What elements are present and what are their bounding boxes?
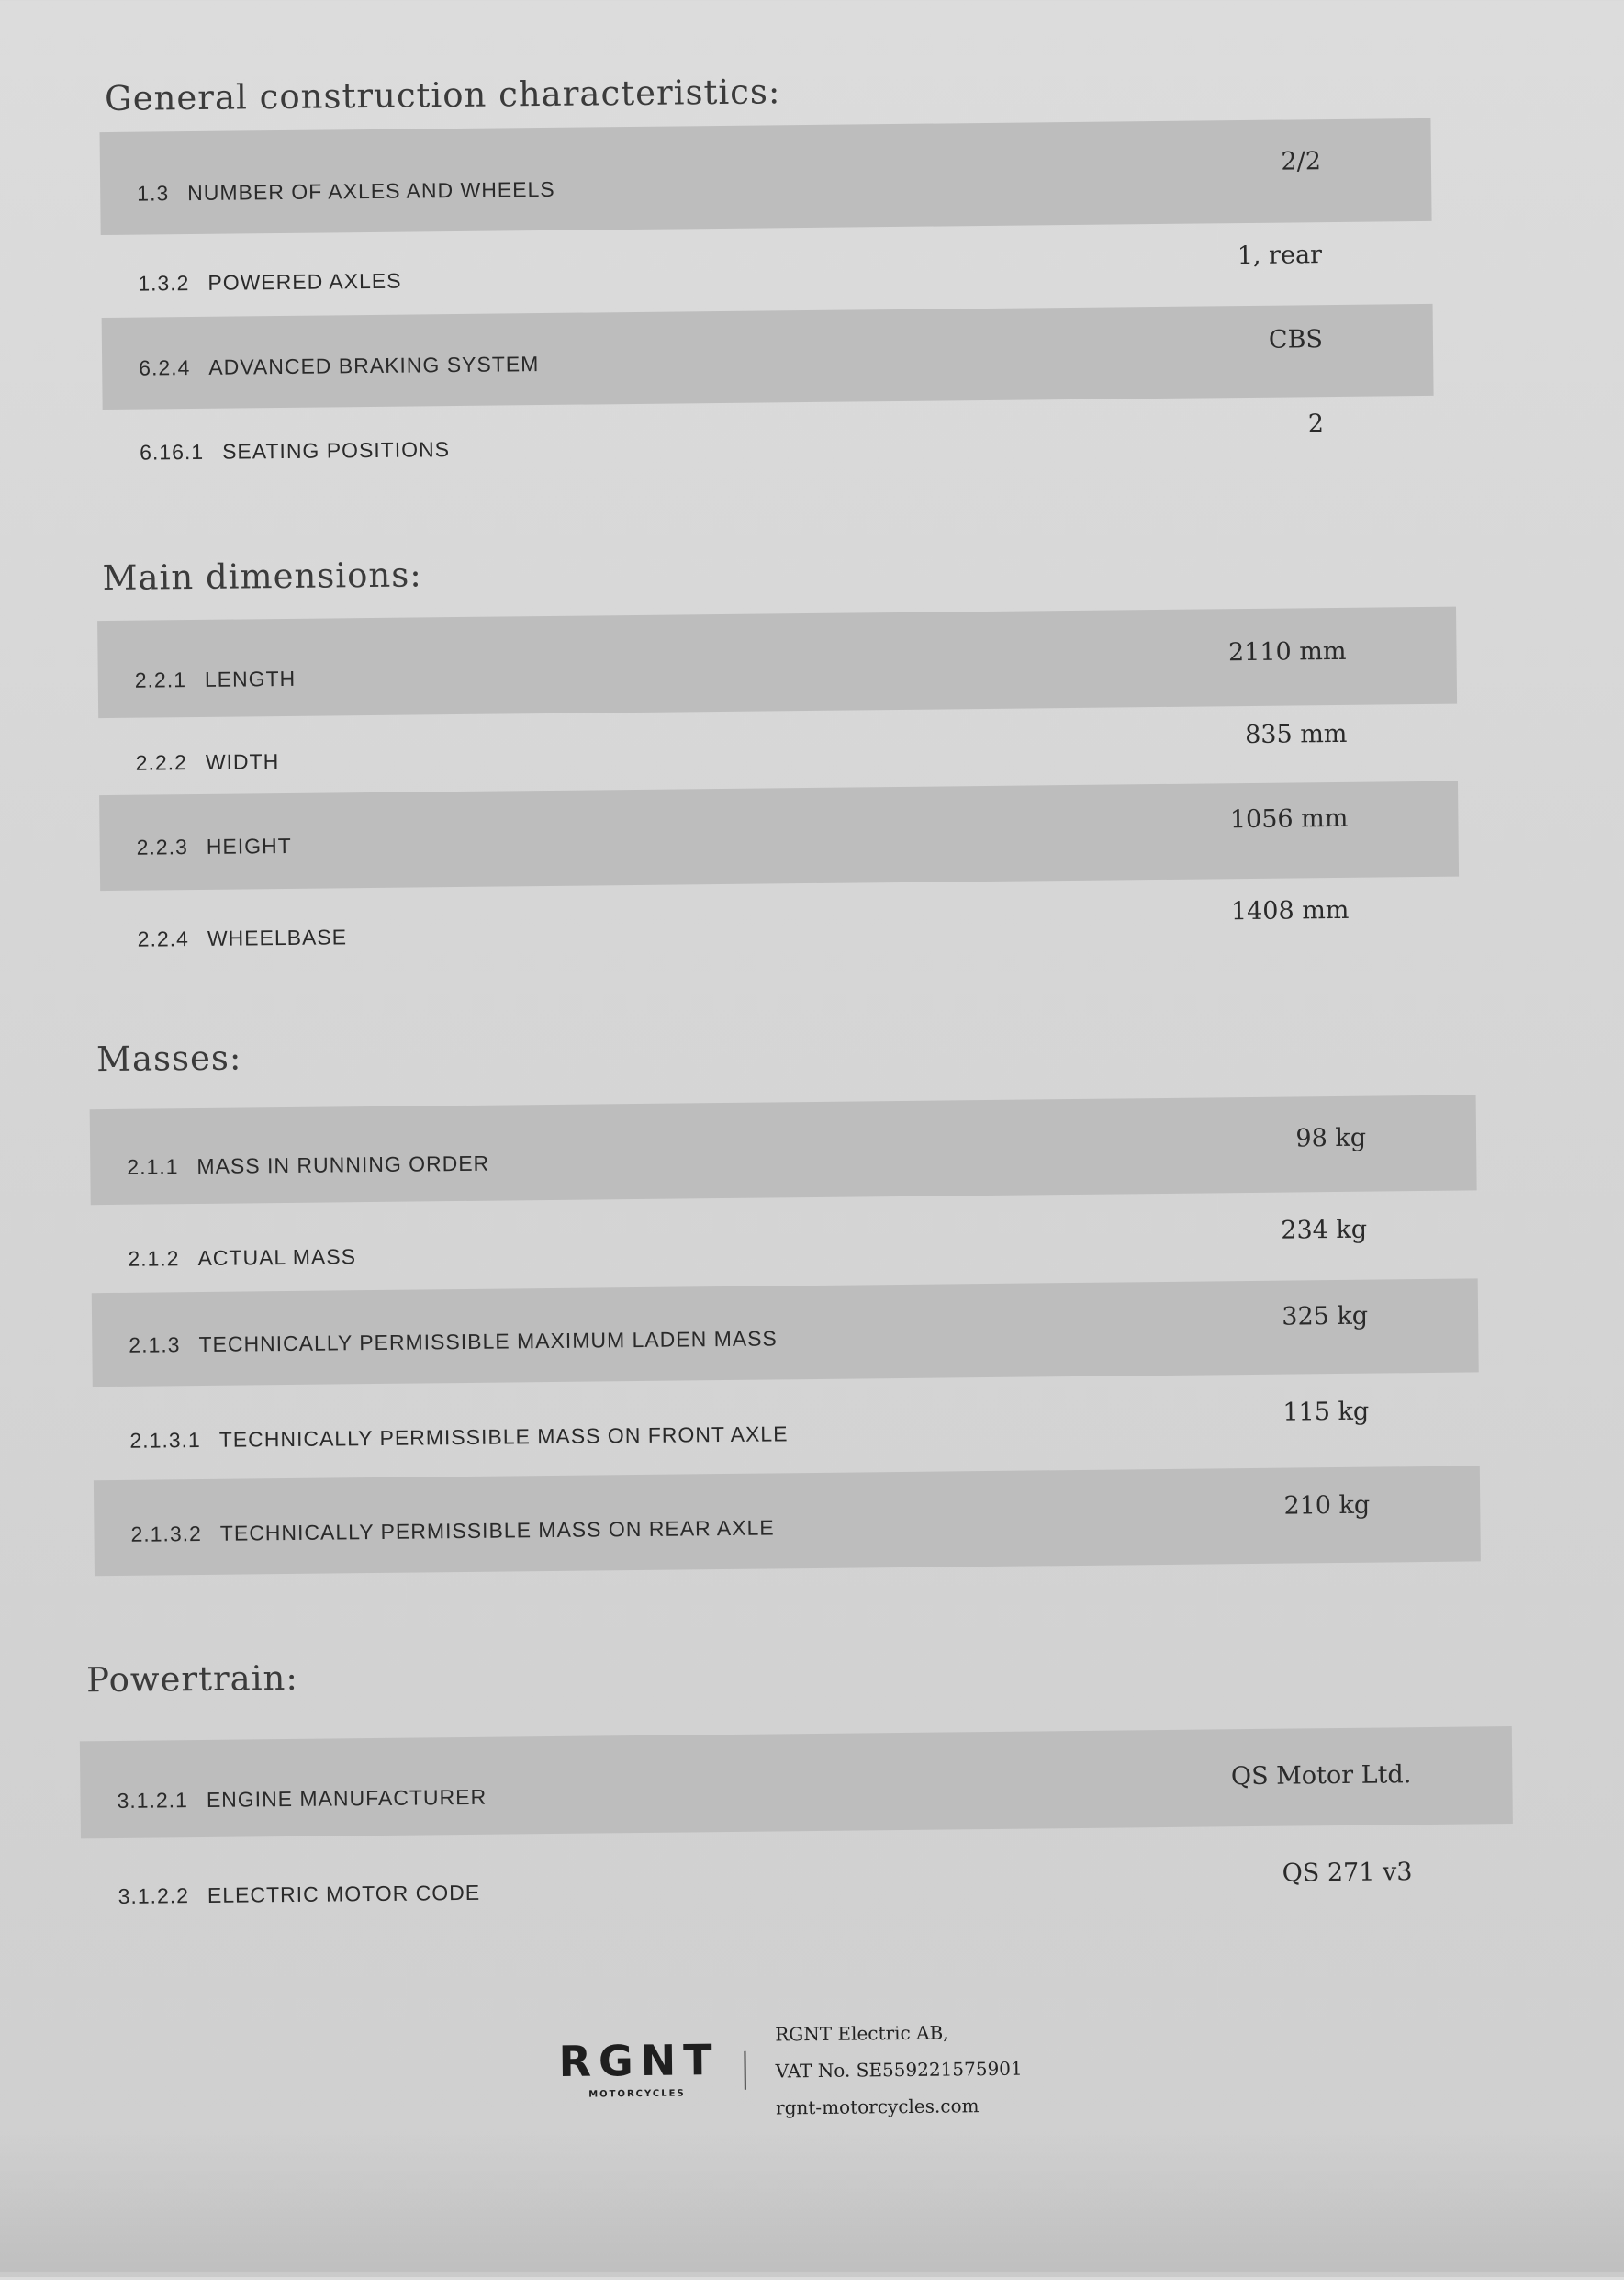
spec-label: SEATING POSITIONS xyxy=(221,437,451,464)
spec-code: 2.1.3 xyxy=(129,1332,181,1357)
spec-row xyxy=(99,781,1459,891)
spec-row xyxy=(94,1466,1481,1576)
spec-row xyxy=(81,1824,1514,1930)
section-powertrain xyxy=(80,1726,1514,1930)
spec-code: 6.16.1 xyxy=(140,439,205,465)
spec-row xyxy=(102,304,1434,410)
spec-value: 115 kg xyxy=(1282,1397,1370,1427)
spec-label: WIDTH xyxy=(205,749,280,774)
footer-divider xyxy=(744,2051,745,2090)
spec-label: NUMBER OF AXLES AND WHEELS xyxy=(187,176,555,206)
spec-value: QS 271 v3 xyxy=(1282,1858,1413,1888)
spec-value: 234 kg xyxy=(1281,1215,1368,1245)
spec-value: CBS xyxy=(1268,325,1324,354)
rgnt-logo xyxy=(558,2035,720,2100)
section-dimensions xyxy=(97,607,1460,979)
website-link: rgnt-motorcycles.com xyxy=(775,2095,980,2119)
spec-code: 2.1.1 xyxy=(127,1154,179,1179)
spec-value: 98 kg xyxy=(1295,1123,1367,1153)
spec-row xyxy=(92,1278,1479,1387)
spec-label: WHEELBASE xyxy=(207,925,348,950)
spec-label: LENGTH xyxy=(204,666,297,691)
footer xyxy=(558,2013,1110,2138)
spec-label: HEIGHT xyxy=(206,833,292,859)
spec-code: 2.2.4 xyxy=(137,927,190,951)
spec-row xyxy=(91,1190,1478,1293)
spec-row xyxy=(101,221,1433,318)
spec-label: TECHNICALLY PERMISSIBLE MASS ON REAR AXLE xyxy=(219,1515,775,1545)
spec-label: ENGINE MANUFACTURER xyxy=(206,1784,487,1812)
spec-code: 2.1.2 xyxy=(128,1246,180,1271)
spec-value: 1, rear xyxy=(1237,241,1323,271)
spec-value: 1408 mm xyxy=(1230,895,1350,927)
spec-value: 2110 mm xyxy=(1227,636,1347,668)
spec-code: 3.1.2.2 xyxy=(118,1883,190,1908)
spec-row xyxy=(90,1095,1477,1205)
spec-label: TECHNICALLY PERMISSIBLE MAXIMUM LADEN MASS xyxy=(198,1326,778,1357)
spec-row xyxy=(100,118,1432,235)
spec-value: 2/2 xyxy=(1281,147,1322,176)
section-title-dimensions: Main dimensions: xyxy=(102,555,422,599)
section-title-masses: Masses: xyxy=(95,1038,242,1080)
vat-number: VAT No. SE559221575901 xyxy=(775,2057,1023,2083)
spec-code: 2.2.3 xyxy=(136,835,188,859)
spec-label: POWERED AXLES xyxy=(207,268,402,295)
spec-label: ADVANCED BRAKING SYSTEM xyxy=(208,352,540,379)
section-general xyxy=(100,118,1435,501)
spec-row xyxy=(97,607,1457,718)
photo-shadow xyxy=(0,2130,1624,2277)
spec-value: 325 kg xyxy=(1282,1301,1369,1331)
section-masses xyxy=(90,1095,1481,1576)
spec-code: 2.1.3.2 xyxy=(130,1521,202,1546)
spec-row xyxy=(103,396,1435,501)
spec-code: 3.1.2.1 xyxy=(117,1788,189,1813)
logo-subtitle: MOTORCYCLES xyxy=(588,2088,686,2100)
section-title-general: General construction characteristics: xyxy=(104,72,781,119)
spec-row xyxy=(98,704,1458,795)
logo-wordmark: RGNT xyxy=(558,2035,720,2086)
spec-row xyxy=(100,877,1460,979)
spec-value: 1056 mm xyxy=(1229,803,1349,835)
spec-label: MASS IN RUNNING ORDER xyxy=(196,1151,490,1179)
spec-code: 6.2.4 xyxy=(139,355,191,380)
company-name: RGNT Electric AB, xyxy=(775,2021,949,2046)
spec-row xyxy=(80,1726,1513,1838)
spec-row xyxy=(93,1372,1480,1480)
spec-code: 2.2.1 xyxy=(134,668,187,692)
spec-value: 210 kg xyxy=(1283,1490,1371,1521)
spec-label: ELECTRIC MOTOR CODE xyxy=(207,1880,481,1907)
spec-code: 1.3.2 xyxy=(138,271,190,296)
company-info xyxy=(775,2014,1023,2127)
spec-code: 1.3 xyxy=(137,181,170,206)
spec-code: 2.2.2 xyxy=(135,750,187,775)
spec-value: QS Motor Ltd. xyxy=(1230,1760,1412,1791)
spec-label: ACTUAL MASS xyxy=(197,1244,357,1271)
spec-value: 2 xyxy=(1307,410,1325,439)
spec-code: 2.1.3.1 xyxy=(129,1427,201,1453)
spec-value: 835 mm xyxy=(1244,719,1348,750)
section-title-powertrain: Powertrain: xyxy=(85,1657,299,1701)
spec-label: TECHNICALLY PERMISSIBLE MASS ON FRONT AXLE xyxy=(218,1421,789,1452)
